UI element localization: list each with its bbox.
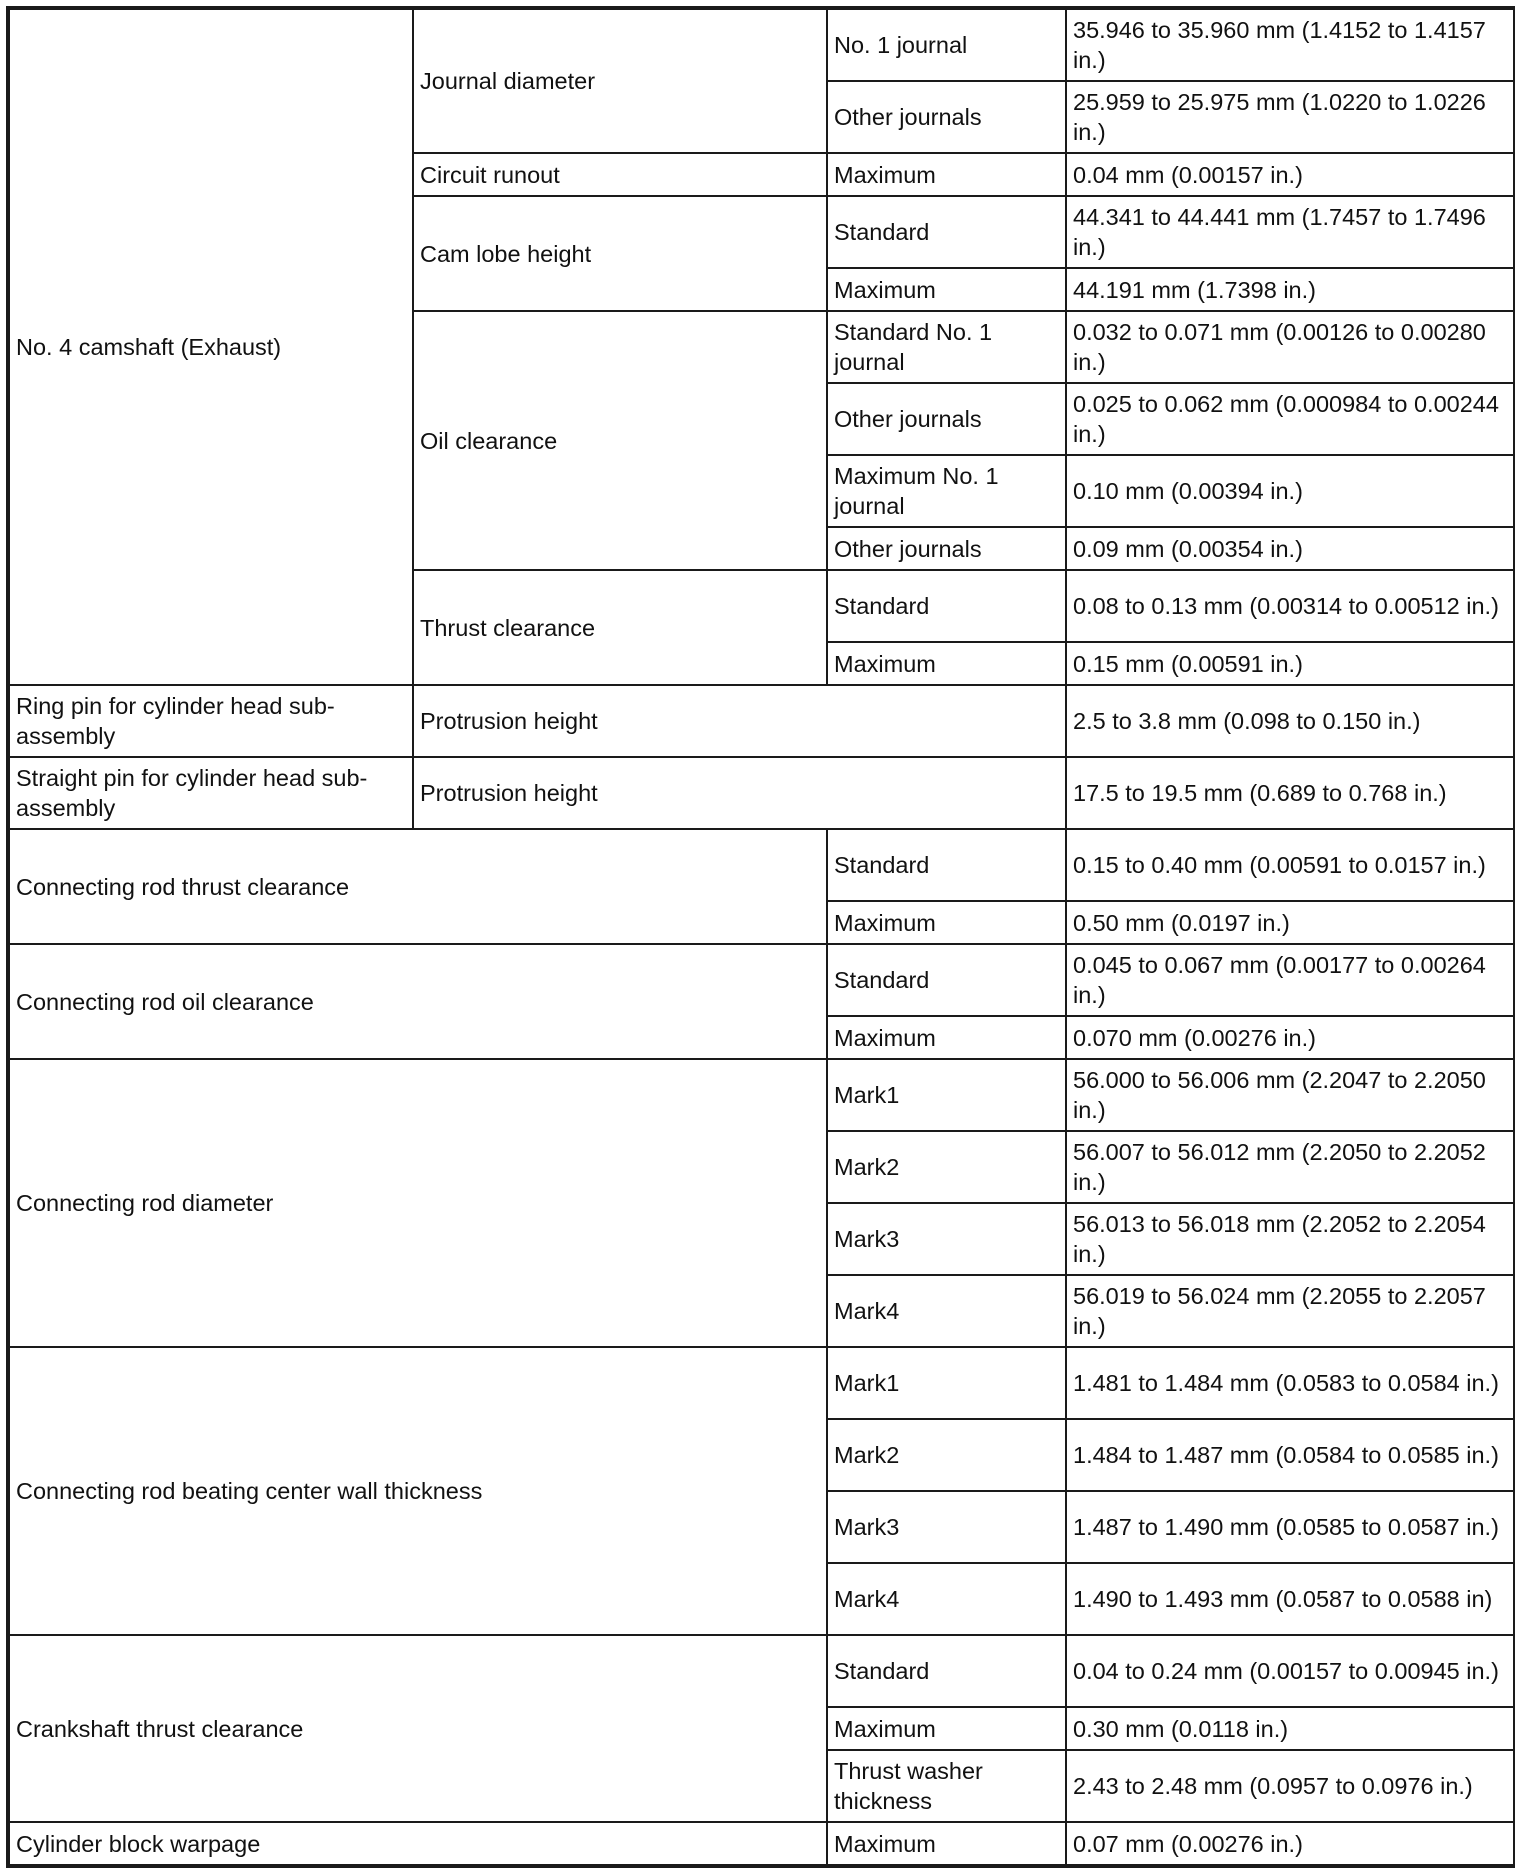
sub-item-cell: Protrusion height: [413, 685, 1066, 757]
spec-cell: 0.10 mm (0.00394 in.): [1066, 455, 1514, 527]
spec-cell: 0.15 mm (0.00591 in.): [1066, 642, 1514, 685]
condition-cell: Mark1: [827, 1059, 1066, 1131]
item-cell: Connecting rod oil clearance: [9, 944, 827, 1059]
condition-cell: Maximum: [827, 901, 1066, 944]
sub-item-cell: Protrusion height: [413, 757, 1066, 829]
table-row: [9, 757, 1514, 829]
spec-cell: 56.013 to 56.018 mm (2.2052 to 2.2054 in.): [1066, 1203, 1514, 1275]
spec-cell: 0.04 mm (0.00157 in.): [1066, 153, 1514, 196]
condition-cell: Maximum: [827, 1707, 1066, 1750]
condition-cell: No. 1 journal: [827, 9, 1066, 81]
item-cell: Connecting rod beating center wall thickness: [9, 1347, 827, 1635]
table-row: [9, 944, 1514, 1016]
item-cell: Ring pin for cylinder head sub-assembly: [9, 685, 413, 757]
condition-cell: Maximum: [827, 153, 1066, 196]
spec-cell: 35.946 to 35.960 mm (1.4152 to 1.4157 in.): [1066, 9, 1514, 81]
spec-cell: 2.43 to 2.48 mm (0.0957 to 0.0976 in.): [1066, 1750, 1514, 1822]
condition-cell: Maximum: [827, 1822, 1066, 1865]
item-cell: No. 4 camshaft (Exhaust): [9, 9, 413, 685]
spec-cell: 0.50 mm (0.0197 in.): [1066, 901, 1514, 944]
item-cell: Cylinder block warpage: [9, 1822, 827, 1865]
condition-cell: Standard: [827, 196, 1066, 268]
sub-item-cell: Circuit runout: [413, 153, 827, 196]
spec-cell: 0.09 mm (0.00354 in.): [1066, 527, 1514, 570]
condition-cell: Standard: [827, 1635, 1066, 1707]
spec-cell: 0.30 mm (0.0118 in.): [1066, 1707, 1514, 1750]
condition-cell: Standard: [827, 944, 1066, 1016]
condition-cell: Other journals: [827, 383, 1066, 455]
item-cell: Connecting rod diameter: [9, 1059, 827, 1347]
item-cell: Straight pin for cylinder head sub-assembly: [9, 757, 413, 829]
condition-cell: Mark1: [827, 1347, 1066, 1419]
spec-cell: 2.5 to 3.8 mm (0.098 to 0.150 in.): [1066, 685, 1514, 757]
table-row: [9, 1059, 1514, 1131]
spec-cell: 1.481 to 1.484 mm (0.0583 to 0.0584 in.): [1066, 1347, 1514, 1419]
spec-cell: 0.045 to 0.067 mm (0.00177 to 0.00264 in.): [1066, 944, 1514, 1016]
condition-cell: Maximum No. 1 journal: [827, 455, 1066, 527]
condition-cell: Standard: [827, 829, 1066, 901]
spec-cell: 0.070 mm (0.00276 in.): [1066, 1016, 1514, 1059]
spec-cell: 0.032 to 0.071 mm (0.00126 to 0.00280 in.): [1066, 311, 1514, 383]
table-row: [9, 1635, 1514, 1707]
condition-cell: Mark3: [827, 1203, 1066, 1275]
spec-cell: 25.959 to 25.975 mm (1.0220 to 1.0226 in.): [1066, 81, 1514, 153]
condition-cell: Mark2: [827, 1131, 1066, 1203]
spec-cell: 17.5 to 19.5 mm (0.689 to 0.768 in.): [1066, 757, 1514, 829]
item-cell: Crankshaft thrust clearance: [9, 1635, 827, 1822]
sub-item-cell: Journal diameter: [413, 9, 827, 153]
table-row: [9, 1347, 1514, 1419]
condition-cell: Mark4: [827, 1275, 1066, 1347]
condition-cell: Mark4: [827, 1563, 1066, 1635]
spec-cell: 56.000 to 56.006 mm (2.2047 to 2.2050 in.): [1066, 1059, 1514, 1131]
spec-cell: 0.04 to 0.24 mm (0.00157 to 0.00945 in.): [1066, 1635, 1514, 1707]
table-row: [9, 685, 1514, 757]
condition-cell: Maximum: [827, 1016, 1066, 1059]
spec-cell: 56.007 to 56.012 mm (2.2050 to 2.2052 in.): [1066, 1131, 1514, 1203]
spec-cell: 1.487 to 1.490 mm (0.0585 to 0.0587 in.): [1066, 1491, 1514, 1563]
condition-cell: Mark3: [827, 1491, 1066, 1563]
spec-cell: 0.07 mm (0.00276 in.): [1066, 1822, 1514, 1865]
specification-table: [8, 8, 1515, 1866]
sub-item-cell: Oil clearance: [413, 311, 827, 570]
table-row: [9, 829, 1514, 901]
spec-cell: 56.019 to 56.024 mm (2.2055 to 2.2057 in.): [1066, 1275, 1514, 1347]
table-row: [9, 1822, 1514, 1865]
sub-item-cell: Cam lobe height: [413, 196, 827, 311]
condition-cell: Other journals: [827, 81, 1066, 153]
spec-cell: 1.484 to 1.487 mm (0.0584 to 0.0585 in.): [1066, 1419, 1514, 1491]
spec-cell: 0.025 to 0.062 mm (0.000984 to 0.00244 in.): [1066, 383, 1514, 455]
condition-cell: Standard: [827, 570, 1066, 642]
spec-cell: 0.15 to 0.40 mm (0.00591 to 0.0157 in.): [1066, 829, 1514, 901]
spec-cell: 0.08 to 0.13 mm (0.00314 to 0.00512 in.): [1066, 570, 1514, 642]
spec-cell: 1.490 to 1.493 mm (0.0587 to 0.0588 in): [1066, 1563, 1514, 1635]
condition-cell: Mark2: [827, 1419, 1066, 1491]
condition-cell: Maximum: [827, 268, 1066, 311]
spec-cell: 44.191 mm (1.7398 in.): [1066, 268, 1514, 311]
table-row: [9, 9, 1514, 81]
condition-cell: Maximum: [827, 642, 1066, 685]
condition-cell: Standard No. 1 journal: [827, 311, 1066, 383]
sub-item-cell: Thrust clearance: [413, 570, 827, 685]
spec-cell: 44.341 to 44.441 mm (1.7457 to 1.7496 in.): [1066, 196, 1514, 268]
condition-cell: Other journals: [827, 527, 1066, 570]
item-cell: Connecting rod thrust clearance: [9, 829, 827, 944]
condition-cell: Thrust washer thickness: [827, 1750, 1066, 1822]
